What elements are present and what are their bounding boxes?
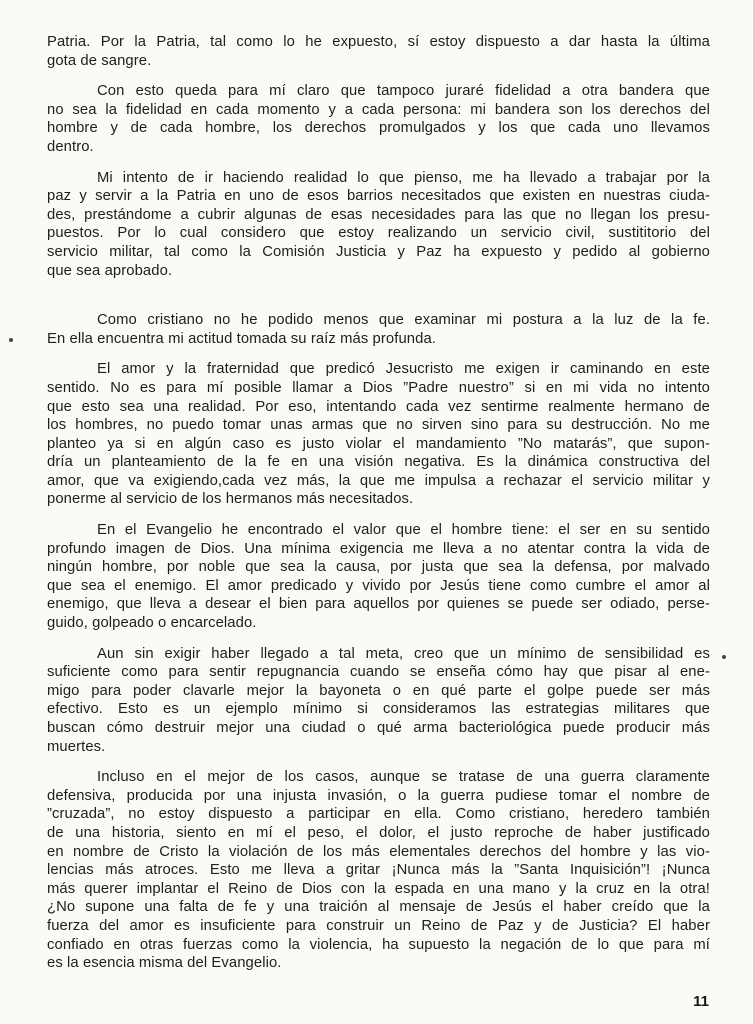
text-line: confiado en otras fuerzas como la violencia, ha supuesto la negación de lo que para mí xyxy=(47,936,710,953)
text-line: que esto sea una realidad. Por eso, intentando cada vez sentirme realmente hermano de xyxy=(47,398,710,415)
text-line: des, prestándome a cubrir algunas de esas necesidades para las que no llegan los presu- xyxy=(47,206,710,223)
text-line: muertes. xyxy=(47,738,106,755)
paragraph-incluso-guerra xyxy=(47,768,710,973)
text-line: de una historia, siento en mí el peso, el dolor, el justo reproche de haber justificado xyxy=(47,824,710,841)
paragraph-fidelidad xyxy=(47,82,710,156)
text-line: sentido. No es para mí posible llamar a Dios ”Padre nuestro” si en mi vida no intento xyxy=(47,379,710,396)
text-line: hombre y de cada hombre, los derechos promulgados y los que cada uno llevamos xyxy=(47,120,710,137)
text-line: En el Evangelio he encontrado el valor que el hombre tiene: el ser en su sentido xyxy=(97,522,710,539)
text-line: Patria. Por la Patria, tal como lo he expuesto, sí estoy dispuesto a dar hasta la última xyxy=(47,34,710,50)
text-line: buscan cómo destruir mejor una ciudad o qué arma bacteriológica puede producir más xyxy=(47,720,710,736)
text-line: servicio militar, tal como la Comisión Justicia y Paz ha expuesto y pedido al gobierno xyxy=(47,243,710,260)
text-line: que sea el enemigo. El amor predicado y vivido por Jesús tiene como cumbre el amor al xyxy=(47,577,710,594)
text-line: planteo ya si en algún caso es justo violar el mandamiento ”No matarás”, que supon- xyxy=(47,435,710,452)
text-line: lencias más atroces. Esto me lleva a gritar ¡Nunca más la ”Santa Inquisición”! ¡Nunca xyxy=(47,862,710,879)
text-line: Mi intento de ir haciendo realidad lo que pienso, me ha llevado a trabajar por la xyxy=(97,169,710,186)
text-line: migo para poder clavarle mejor la bayoneta o en qué parte el golpe puede ser más xyxy=(47,682,710,699)
text-line: En ella encuentra mi actitud tomada su raíz más profunda. xyxy=(47,330,436,347)
text-line: profundo imagen de Dios. Una mínima exigencia me lleva a no atentar contra la vida de xyxy=(47,540,710,557)
text-line: efectivo. Esto es un ejemplo mínimo si consideramos las estrategias militares que xyxy=(47,701,710,718)
text-line: Como cristiano no he podido menos que examinar mi postura a la luz de la fe. xyxy=(97,312,710,329)
text-line: ”cruzada”, no estoy dispuesto a participar en ella. Como cristiano, heredero también xyxy=(47,806,710,823)
text-line: ponerme al servicio de los hermanos más necesitados. xyxy=(47,491,414,508)
paragraph-patria xyxy=(47,33,710,70)
text-line: dría un planteamiento de la fe en una visión negativa. Es la dinámica constructiva del xyxy=(47,454,710,471)
text-line: es la esencia misma del Evangelio. xyxy=(47,955,282,972)
text-line: más querer implantar el Reino de Dios con la espada en una mano y la cruz en la otra! xyxy=(47,880,710,897)
page-number: 11 xyxy=(693,993,709,1010)
paragraph-evangelio xyxy=(47,521,710,633)
text-line: paz y servir a la Patria en uno de esos barrios necesitados que existen en nuestras ciuda- xyxy=(47,188,710,205)
text-line: defensiva, producida por una injusta invasión, o la guerra pudiese tomar el nombre de xyxy=(47,787,710,804)
paragraph-como-cristiano xyxy=(47,311,710,348)
text-line: ¿No supone una falta de fe y una traición al mensaje de Jesús el haber creído que la xyxy=(47,899,710,916)
scan-speck xyxy=(9,338,13,342)
text-line: Aun sin exigir haber llegado a tal meta, creo que un mínimo de sensibilidad es xyxy=(97,645,710,662)
text-line: fuerza del amor es insuficiente para construir un Reino de Paz y de Justicia? El haber xyxy=(47,917,710,934)
text-line: amor, que va exigiendo,cada vez más, la que me impulsa a rechazar el servicio militar y xyxy=(47,472,710,489)
text-line: El amor y la fraternidad que predicó Jesucristo me exigen ir caminando en este xyxy=(97,361,710,378)
text-line: en nombre de Cristo la violación de los más elementales derechos del hombre y las vio- xyxy=(47,843,710,860)
text-line: puestos. Por lo cual considero que estoy realizando un servicio civil, sustititorio del xyxy=(47,225,710,242)
text-line: Incluso en el mejor de los casos, aunque se tratase de una guerra claramente xyxy=(97,769,710,786)
text-line: Con esto queda para mí claro que tampoco juraré fidelidad a otra bandera que xyxy=(97,83,710,100)
paragraph-amor-fraternidad xyxy=(47,360,710,509)
text-line: guido, golpeado o encarcelado. xyxy=(47,615,257,632)
text-line: dentro. xyxy=(47,138,94,155)
text-line: ningún hombre, por noble que sea la causa, por justa que sea la defensa, por malvado xyxy=(47,559,710,576)
text-line: que sea aprobado. xyxy=(47,262,173,279)
text-line: suficiente como para sentir repugnancia cuando se enseña cómo hay que pisar al ene- xyxy=(47,664,710,681)
text-line: los hombres, no puedo tomar unas armas que no sirven sino para su destrucción. No me xyxy=(47,417,710,434)
scan-speck xyxy=(722,655,726,659)
text-line: enemigo, que lleva a desear el bien para aquellos por quienes se puede ser odiado, perse- xyxy=(47,596,710,613)
paragraph-servicio-civil xyxy=(47,169,710,281)
paragraph-sensibilidad xyxy=(47,645,710,757)
text-line: gota de sangre. xyxy=(47,52,152,69)
text-line: no sea la fidelidad en cada momento y a cada persona: mi bandera son los derechos del xyxy=(47,101,710,118)
